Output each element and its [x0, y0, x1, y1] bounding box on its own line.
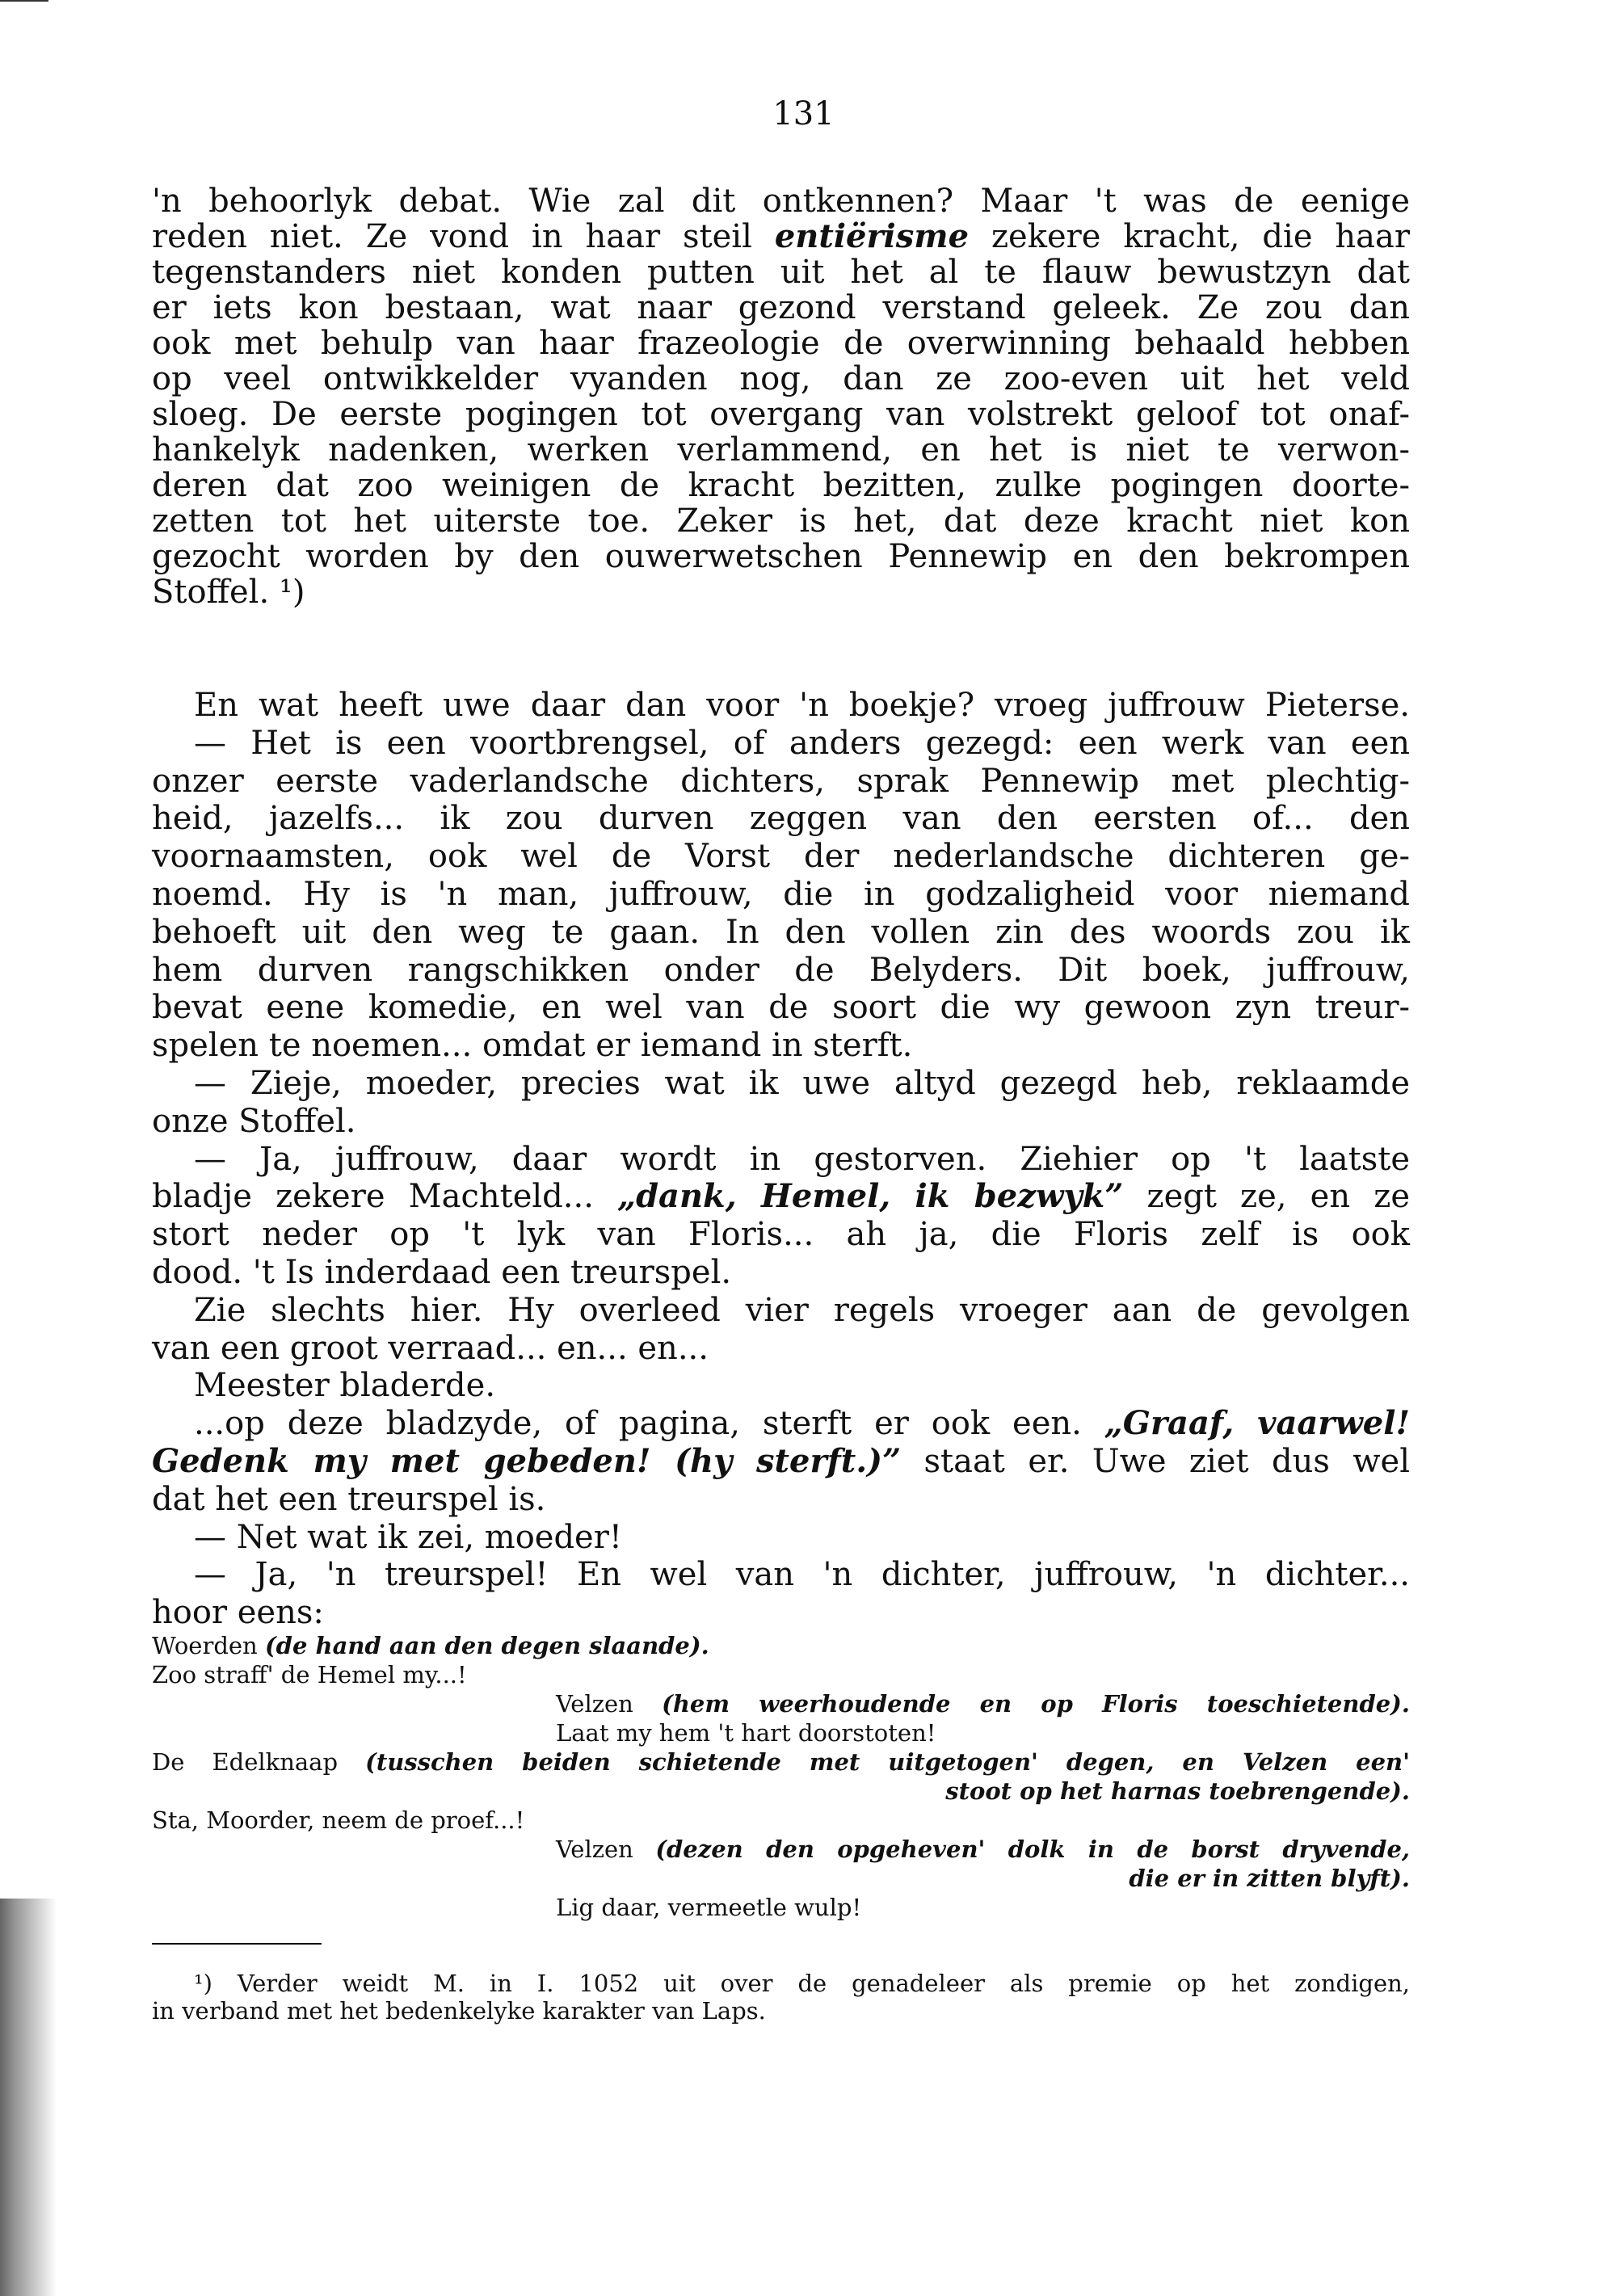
text-line	[152, 1519, 1410, 1556]
text-line	[152, 254, 1410, 291]
text-span: Sta, Moorder, neem de proef...!	[152, 1806, 525, 1834]
text-line	[152, 218, 1410, 255]
text-span: noemd. Hy is 'n man, juffrouw, die in godzaligheid voor niemand	[152, 876, 1410, 913]
text-span: Meester bladerde.	[194, 1367, 496, 1405]
text-span: Zie slechts hier. Hy overleed vier regels vroeger aan de gevolgen	[194, 1291, 1410, 1329]
text-span: En wat heeft uwe daar dan voor 'n boekje? vroeg juffrouw Pieterse.	[194, 687, 1410, 724]
text-line	[152, 396, 1410, 433]
text-span: onzer eerste vaderlandsche dichters, sprak Pennewip met plechtig-	[152, 762, 1410, 800]
text-span: Velzen	[556, 1690, 663, 1718]
text-line	[152, 1594, 1410, 1631]
italic-text: „Graaf, vaarwel!	[1104, 1404, 1411, 1443]
text-line	[152, 1103, 1410, 1140]
text-line	[556, 1719, 1410, 1747]
text-span: van een groot verraad... en... en...	[152, 1329, 709, 1367]
text-span: zetten tot het uiterste toe. Zeker is het, dat deze kracht niet kon	[152, 503, 1410, 540]
text-line	[152, 1027, 1410, 1064]
text-line	[152, 1405, 1410, 1442]
text-line	[152, 1777, 1410, 1805]
footnote-rule	[152, 1943, 322, 1945]
text-line	[152, 725, 1410, 762]
text-span: hem durven rangschikken onder de Belyders. Dit boek, juffrouw,	[152, 951, 1410, 989]
text-span: De Edelknaap	[152, 1748, 366, 1776]
page-number: 131	[772, 95, 835, 132]
text-line	[152, 1065, 1410, 1102]
text-span: — Ja, juffrouw, daar wordt in gestorven. Ziehier op 't laatste	[194, 1140, 1410, 1178]
text-line	[152, 1997, 1410, 2025]
text-span: ...op deze bladzyde, of pagina, sterft er ook een.	[194, 1405, 1104, 1443]
text-line	[152, 1632, 1410, 1659]
italic-text: „dank, Hemel, ik bezwyk”	[617, 1177, 1124, 1216]
italic-text: (de hand aan den degen slaande).	[264, 1632, 709, 1659]
text-line	[152, 360, 1410, 397]
text-span: staat er. Uwe ziet dus wel	[901, 1443, 1410, 1480]
text-span: ¹) Verder weidt M. in I. 1052 uit over de genadeleer als premie op het zondigen,	[194, 1970, 1410, 1997]
text-span: zegt ze, en ze	[1123, 1178, 1410, 1216]
text-line	[152, 1178, 1410, 1215]
text-line	[152, 1443, 1410, 1480]
text-span: heid, jazelfs... ik zou durven zeggen van den eersten of... den	[152, 800, 1410, 838]
text-line	[152, 800, 1410, 837]
text-line	[152, 1970, 1410, 1997]
text-span: — Net wat ik zei, moeder!	[194, 1518, 622, 1556]
text-span: Zoo straff' de Hemel my...!	[152, 1661, 467, 1688]
text-span: op veel ontwikkelder vyanden nog, dan ze zoo-even uit het veld	[152, 360, 1410, 397]
text-span: Stoffel. ¹)	[152, 574, 305, 611]
text-span: dat het een treurspel is.	[152, 1480, 546, 1518]
text-span: hoor eens:	[152, 1594, 324, 1632]
italic-text: (hem weerhoudende en op Floris toeschietende).	[662, 1690, 1410, 1718]
text-span: reden niet. Ze vond in haar steil	[152, 218, 775, 255]
text-line	[152, 1481, 1410, 1518]
text-span: Laat my hem 't hart doorstoten!	[556, 1719, 936, 1747]
text-span: er iets kon bestaan, wat naar gezond verstand geleek. Ze zou dan	[152, 289, 1410, 326]
text-span: Woerden	[152, 1632, 265, 1659]
text-span: Velzen	[556, 1836, 656, 1863]
text-line	[152, 1254, 1410, 1291]
italic-text: die er in zitten blyft).	[1129, 1865, 1410, 1892]
text-line	[152, 325, 1410, 362]
text-line	[556, 1690, 1410, 1718]
italic-text: entiërisme	[774, 217, 970, 255]
text-span: zekere kracht, die haar	[969, 218, 1410, 255]
text-line	[152, 687, 1410, 724]
text-line	[152, 1141, 1410, 1178]
italic-text: (dezen den opgeheven' dolk in de borst dryvende,	[655, 1836, 1410, 1863]
text-line	[152, 574, 1410, 611]
text-span: bladje zekere Machteld...	[152, 1178, 618, 1216]
text-span: — Het is een voortbrengsel, of anders gezegd: een werk van een	[194, 724, 1410, 762]
text-line	[152, 503, 1410, 540]
text-line	[152, 989, 1410, 1026]
text-span: in verband met het bedenkelyke karakter van Laps.	[152, 1997, 766, 2025]
text-line	[152, 467, 1410, 504]
text-line	[556, 1894, 1410, 1921]
italic-text: Gedenk my met gebeden! (hy sterft.)”	[152, 1442, 902, 1480]
text-line	[152, 1216, 1410, 1253]
text-span: bevat eene komedie, en wel van de soort die wy gewoon zyn treur-	[152, 989, 1410, 1027]
text-span: voornaamsten, ook wel de Vorst der nederlandsche dichteren ge-	[152, 838, 1410, 876]
book-binding-shadow	[0, 1899, 57, 2296]
text-line	[152, 914, 1410, 951]
italic-text: stoot op het harnas toebrengende).	[945, 1777, 1410, 1805]
text-line	[152, 1556, 1410, 1593]
text-span: — Ja, 'n treurspel! En wel van 'n dichter, juffrouw, 'n dichter...	[194, 1556, 1410, 1594]
text-line	[152, 1661, 1410, 1688]
text-span: hankelyk nadenken, werken verlammend, en het is niet te verwon-	[152, 431, 1410, 469]
text-line	[152, 289, 1410, 326]
text-line	[152, 1865, 1410, 1892]
text-span: behoeft uit den weg te gaan. In den vollen zin des woords zou ik	[152, 913, 1410, 951]
scan-edge-line	[0, 0, 48, 2]
text-span: onze Stoffel.	[152, 1102, 356, 1140]
text-span: tegenstanders niet konden putten uit het al te flauw bewustzyn dat	[152, 254, 1410, 291]
text-line	[152, 1292, 1410, 1329]
text-span: spelen te noemen... omdat er iemand in sterft.	[152, 1027, 913, 1065]
text-line	[152, 183, 1410, 220]
text-line	[556, 1836, 1410, 1863]
text-span: Lig daar, vermeetle wulp!	[556, 1894, 862, 1921]
text-line	[152, 1806, 1410, 1834]
text-span: 'n behoorlyk debat. Wie zal dit ontkennen? Maar 't was de eenige	[152, 183, 1410, 220]
italic-text: (tusschen beiden schietende met uitgetogen' degen, en Velzen een'	[365, 1748, 1410, 1776]
text-span: dood. 't Is inderdaad een treurspel.	[152, 1254, 732, 1291]
text-line	[152, 876, 1410, 913]
text-span: — Zieje, moeder, precies wat ik uwe altyd gezegd heb, reklaamde	[194, 1065, 1410, 1102]
text-span: ook met behulp van haar frazeologie de overwinning behaald hebben	[152, 325, 1410, 362]
text-line	[152, 952, 1410, 989]
text-span: deren dat zoo weinigen de kracht bezitten, zulke pogingen doorte-	[152, 467, 1410, 504]
text-line	[152, 838, 1410, 875]
text-line	[152, 1367, 1410, 1404]
text-span: stort neder op 't lyk van Floris... ah ja, die Floris zelf is ook	[152, 1216, 1410, 1254]
text-line	[152, 763, 1410, 800]
text-line	[152, 1330, 1410, 1367]
text-line	[152, 1748, 1410, 1776]
text-span: gezocht worden by den ouwerwetschen Pennewip en den bekrompen	[152, 538, 1410, 575]
text-span: sloeg. De eerste pogingen tot overgang van volstrekt geloof tot onaf-	[152, 396, 1410, 433]
text-line	[152, 538, 1410, 575]
text-line	[152, 431, 1410, 469]
